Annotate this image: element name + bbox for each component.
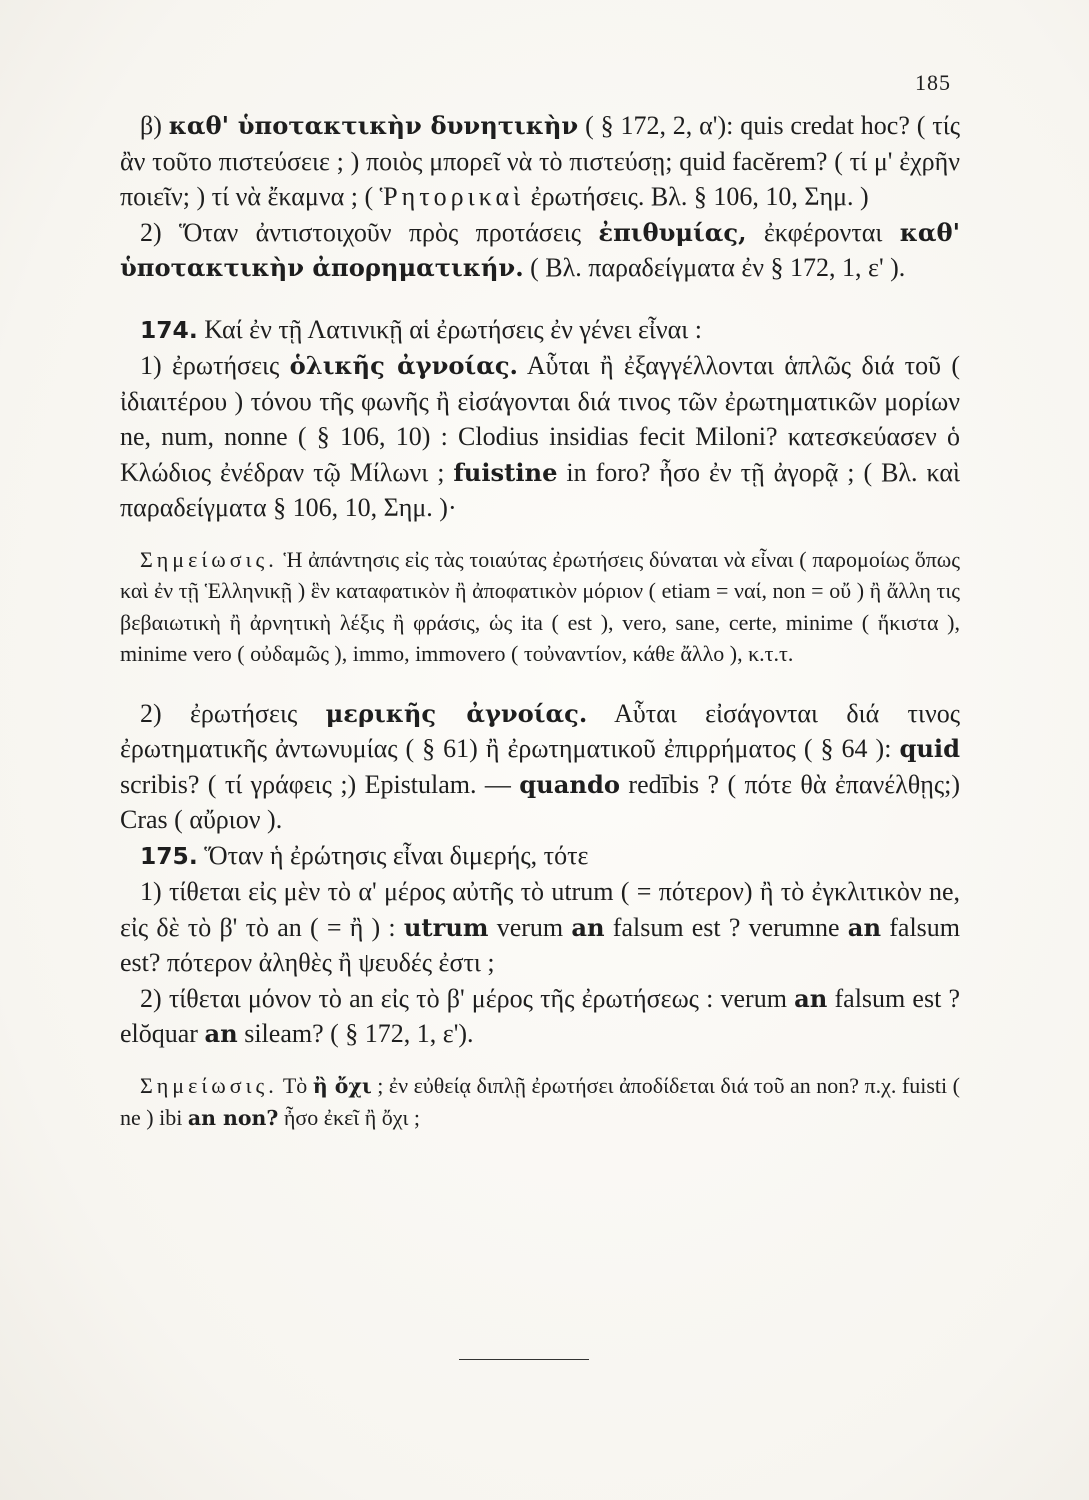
bold-term: fuistine (453, 457, 558, 487)
bold-term: an (204, 1019, 238, 1048)
text-run: ἦσο ἐκεῖ ἢ ὄχι ; (278, 1105, 421, 1130)
text-run: sileam? ( § 172, 1, ε'). (237, 1019, 474, 1048)
text-run: Αὗται ἢ ἐξαγγέλλονται ἁπλῶς διά τοῦ ( ἰδιαιτέρου ) τόνου τῆς φωνῆς ἢ εἰσάγονται διά τινος τῶν ἐρωτηματικῶν μορίων ne, num, nonne ( § 106, 10) : Clodius insidias fecit Miloni? κατεσκεύασεν ὁ Κλώδιος ἐνέδραν τῷ Μίλωνι ; (120, 351, 960, 487)
text-run: 1) ἐρωτήσεις (140, 351, 290, 380)
paragraph-1-total-ignorance (120, 348, 960, 526)
bold-term: an (847, 912, 882, 942)
section-number: 175. (140, 841, 198, 870)
text-run: ( § 172, 2, α'): quis credat hoc? ( τίς ἂν τοῦτο πιστεύσειε ; ) ποιὸς μπορεῖ νὰ τὸ πιστεύσῃ; quid facĕrem? ( τί μ' ἐχρῆν ποιεῖν; ) τί νὰ ἔκαμνα ; ( (120, 111, 960, 211)
text-run: scribis? ( τί γράφεις ;) Epistulam. — (120, 769, 520, 799)
bold-term: an (794, 983, 828, 1013)
bold-term: ὁλικῆς ἀγνοίας. (289, 351, 518, 380)
text-run: 2) Ὅταν ἀντιστοιχοῦν πρὸς προτάσεις (140, 217, 599, 247)
text-run: Αὗται εἰσάγονται διά τινος ἐρωτηματικῆς ἀντωνυμίας ( § 61) ἢ ἐρωτηματικοῦ ἐπιρρήματος ( § 64 ): (120, 698, 960, 763)
text-run: in foro? ἦσο ἐν τῇ ἀγορᾷ ; ( Βλ. καὶ παραδείγματα § 106, 10, Σημ. )· (120, 457, 960, 522)
bold-term: an non? (187, 1106, 279, 1130)
section-175-heading (120, 838, 960, 875)
bold-term: ἐπιθυμίας, (598, 217, 747, 247)
bold-term: ἢ ὄχι (312, 1073, 372, 1098)
paragraph-2-partial-ignorance (120, 696, 960, 838)
paragraph-2-an-only (120, 981, 960, 1052)
text-run: ; ἐν εὐθείᾳ διπλῇ ἐρωτήσει ἀποδίδεται διά τοῦ an non? π.χ. fuisti ( ne ) ibi (120, 1072, 960, 1130)
bold-term: utrum (403, 912, 489, 942)
closing-rule-divider (459, 1359, 589, 1360)
note-label: Σημείωσις. (140, 546, 278, 572)
note-an-non (120, 1070, 960, 1135)
note-answers (120, 544, 960, 670)
page-number: 185 (915, 70, 951, 95)
text-run: redībis ? ( πότε θὰ ἐπανέλθῃς;) Cras ( αὔριον ). (120, 769, 960, 834)
text-run: Ἡ ἀπάντησις εἰς τὰς τοιαύτας ἐρωτήσεις δύναται νὰ εἶναι ( παρομοίως ὅπως καὶ ἐν τῇ Ἑλληνικῇ ) ἓν καταφατικὸν ἢ ἀποφατικὸν μόριον ( etiam = ναί, non = οὔ ) ἢ ἄλλη τις βεβαιωτικὴ ἢ ἀρνητικὴ λέξις ἢ φράσις, ὡς ita ( est ), vero, sane, certe, minime ( ἥκιστα ), minime vero ( οὐδαμῶς ), immo, immovero ( τοὐναντίον, κάθε ἄλλο ), κ.τ.τ. (120, 546, 960, 666)
section-174-heading (120, 312, 960, 349)
text-run: falsum est ? elŏquar (120, 983, 960, 1048)
bold-term: quid (899, 734, 960, 763)
note-label: Σημείωσις. (140, 1072, 278, 1098)
text-run: ἐρωτήσεις. Βλ. § 106, 10, Σημ. ) (524, 182, 869, 211)
text-run: 2) τίθεται μόνον τὸ an εἰς τὸ β' μέρος τῆς ἐρωτήσεως : verum (140, 983, 795, 1013)
spaced-term: Ῥητορικαὶ (379, 182, 525, 211)
section-number: 174. (140, 315, 198, 344)
text-run: 1) τίθεται εἰς μὲν τὸ α' μέρος αὐτῆς τὸ utrum ( = πότερον) ἢ τὸ ἐγκλιτικὸν ne, εἰς δὲ τὸ β' τὸ an ( = ἢ ) : (120, 877, 960, 942)
bold-term: καθ' ὑποτακτικὴν ἀπορηματικήν. (120, 217, 961, 282)
bold-term: an (571, 912, 605, 942)
text-run: Καί ἐν τῇ Λατινικῇ αἱ ἐρωτήσεις ἐν γένει εἶναι : (197, 314, 702, 344)
paragraph-beta-subjunctive-potential (120, 108, 960, 215)
text-run: verum (488, 912, 572, 942)
bold-term: quando (519, 769, 621, 799)
text-run: Τὸ (277, 1072, 313, 1098)
paragraph-2-wishes (120, 215, 960, 286)
bold-term: καθ' ὑποτακτικὴν δυνητικὴν (168, 111, 579, 140)
text-run: 2) ἐρωτήσεις (140, 698, 326, 728)
text-run: falsum est? πότερον ἀληθὲς ἢ ψευδές ἐστι ; (120, 912, 961, 977)
text-run: β) (140, 111, 169, 140)
text-run: Ὅταν ἡ ἐρώτησις εἶναι διμερής, τότε (197, 840, 589, 870)
text-run: falsum est ? verumne (604, 912, 848, 942)
page-body (120, 108, 960, 1135)
text-run: ἐκφέρονται (746, 217, 900, 247)
text-run: ( Βλ. παραδείγματα ἐν § 172, 1, ε' ). (523, 253, 906, 282)
paragraph-1-utrum (120, 874, 960, 981)
bold-term: μερικῆς ἀγνοίας. (325, 698, 588, 728)
